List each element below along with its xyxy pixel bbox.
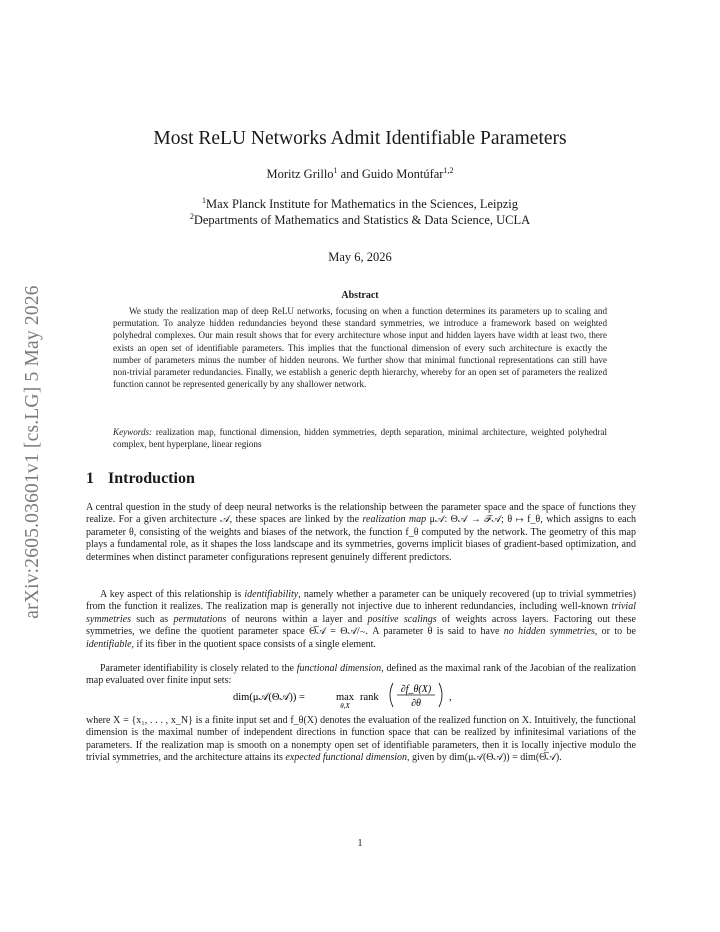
eq-numerator: ∂f_θ(X) bbox=[400, 684, 432, 695]
intro-paragraph-2: A key aspect of this relationship is identifiability, namely whether a parameter can be uniquely recovered (up to trivial symmetries) from the function it realizes. The realization map is generally not injective due to inherent redundancies, including well-known trivial symmetries such as permutations of neurons within a layer and positive scalings of weights across layers. Factoring out these symmetries, we define the quotient parameter space Θ̅𝒜 = Θ𝒜/∼. A parameter θ is said to have no hidden symmetries, or to be identifiable, if its fiber in the quotient space consists of a single element. bbox=[86, 589, 636, 650]
keywords-label: Keywords: bbox=[113, 427, 153, 437]
eq-max-sub: θ,X bbox=[340, 702, 350, 710]
author-2: Guido Montúfar bbox=[361, 167, 444, 181]
keywords-list: realization map, functional dimension, hidden symmetries, depth separation, minimal architecture, weighted polyhedral complex, bent hyperplane, linear regions bbox=[113, 427, 607, 450]
author-conj: and bbox=[340, 167, 359, 181]
author-line bbox=[84, 167, 636, 182]
functional-dimension-equation bbox=[86, 680, 636, 710]
eq-right-paren bbox=[439, 683, 442, 707]
paper-title: Most ReLU Networks Admit Identifiable Parameters bbox=[153, 128, 567, 149]
affiliations bbox=[84, 196, 636, 228]
author-2-affil: 1,2 bbox=[443, 165, 454, 175]
arxiv-id: arXiv:2605.03601v1 [cs.LG] 5 May 2026 bbox=[22, 285, 43, 619]
affiliation-2: $^2$Departments of Mathematics and Statistics & Data Science, UCLA bbox=[189, 211, 531, 227]
eq-max: max bbox=[335, 692, 355, 703]
section-heading bbox=[86, 470, 195, 488]
paper-date: May 6, 2026 bbox=[328, 250, 392, 264]
intro-paragraph-1: A central question in the study of deep neural networks is the relationship between the parameter space and the space of functions they realize. For a given architecture 𝒜, these spaces are linked by the realization map μ𝒜: Θ𝒜 → ℱ𝒜; θ ↦ f_θ, which assigns to each parameter θ, consisting of the weights and biases of the network, the function f_θ computed by the network. The geometry of this map plays a fundamental role, as it shapes the loss landscape and its symmetries, governs implicit biases of gradient-based optimization, and determines when distinct parameter configurations represent genuinely different predictors. bbox=[86, 502, 637, 563]
eq-denominator: ∂θ bbox=[411, 698, 421, 709]
eq-lhs: dim(μ𝒜(Θ𝒜)) = bbox=[233, 692, 305, 703]
section-number: 1 bbox=[86, 470, 94, 487]
abstract-text: We study the realization map of deep ReLU networks, focusing on when a function determines its parameters up to scaling and permutation. To analyze hidden redundancies beyond these standard symmetries, we introduce a framework based on weighted polyhedral complexes. Our main result shows that for every architecture whose input and hidden layers have width at least two, there exists an open set of identifiable parameters. This implies that the functional dimension of every such architecture is exactly the number of parameters minus the number of hidden neurons. We further show that minimal functional representations can still have non-trivial parameter redundancies. Finally, we establish a generic depth hierarchy, whereby for an open set of parameters the realized function cannot be represented generically by any shallower network. bbox=[113, 306, 607, 390]
author-1: Moritz Grillo bbox=[266, 167, 334, 181]
keywords bbox=[113, 426, 607, 450]
abstract-heading: Abstract bbox=[341, 290, 379, 301]
intro-paragraph-4: where X = {x₁, . . . , x_N} is a finite input set and f_θ(X) denotes the evaluation of the realized function on X. Intuitively, the functional dimension is the maximal number of independent directions in function space that can be realized by infinitesimal variations of the parameters. If the realization map is smooth on a nonempty open set of identifiable parameters, then it is locally injective modulo the trivial symmetries, and the architecture attains its expected functional dimension, given by dim(μ𝒜(Θ𝒜)) = dim(Θ̅𝒜). bbox=[86, 715, 636, 764]
arxiv-stamp bbox=[20, 262, 46, 642]
author-1-affil: 1 bbox=[333, 165, 338, 175]
eq-left-paren bbox=[390, 683, 393, 707]
page-number: 1 bbox=[357, 838, 363, 849]
affiliation-1: $^1$Max Planck Institute for Mathematics in the Sciences, Leipzig bbox=[201, 195, 519, 211]
eq-comma: , bbox=[449, 692, 452, 703]
equation-svg bbox=[231, 680, 491, 710]
section-title: Introduction bbox=[108, 470, 195, 487]
eq-rank: rank bbox=[360, 692, 379, 703]
intro-paragraph-3: Parameter identifiability is closely related to the functional dimension, defined as the maximal rank of the Jacobian of the realization map evaluated over finite input sets: bbox=[86, 663, 636, 687]
